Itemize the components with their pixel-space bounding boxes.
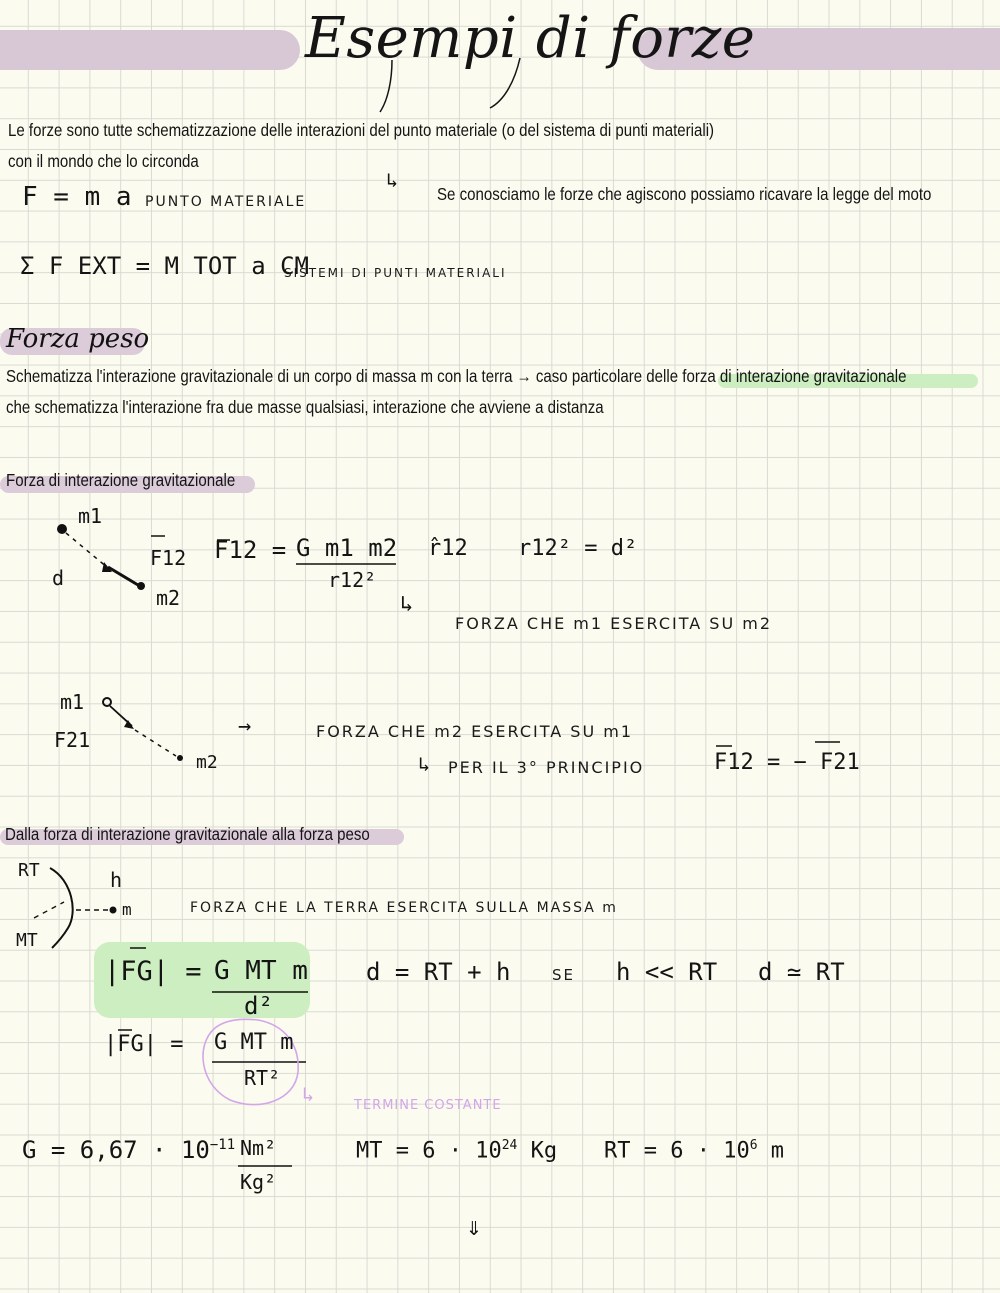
mt-exp: 24	[501, 1138, 518, 1153]
forza-peso-line-2: che schematizza l'interazione fra due masse qualsiasi, interazione che avviene a distanza	[6, 397, 604, 417]
diag1-force: F12	[150, 546, 187, 570]
g-value	[22, 1136, 235, 1164]
g-value-main: G = 6,67 · 10	[22, 1136, 210, 1164]
grav-heading: Forza di interazione gravitazionale	[6, 470, 236, 490]
diag2-m1: m1	[60, 690, 85, 714]
dalla-note: FORZA CHE LA TERRA ESERCITA SULLA MASSA m	[190, 900, 618, 916]
rt-value-main: RT = 6 · 10	[604, 1138, 750, 1164]
earth-mt: MT	[16, 930, 38, 951]
fg2-lhs: |FG| =	[104, 1032, 184, 1057]
grav-note-3-formula: F12 = − F21	[714, 750, 860, 775]
intro-line-1: Le forze sono tutte schematizzazione delle interazioni del punto materiale (o del sistema di punti materiali)	[8, 120, 715, 140]
fg2-num: G MT m	[214, 1030, 294, 1055]
mt-unit: Kg	[530, 1138, 558, 1164]
rt-unit: m	[770, 1138, 785, 1164]
condition: h << RT	[616, 958, 718, 986]
diag2-m2: m2	[196, 752, 218, 773]
intro-line-2: con il mondo che lo circonda	[8, 151, 199, 171]
g-unit-num: Nm²	[240, 1136, 277, 1160]
down-arrow-icon: ⇓	[466, 1212, 482, 1242]
arrow-icon: ↳	[386, 168, 399, 192]
grav-formula-den: r12²	[328, 568, 377, 592]
diag1-m1: m1	[78, 504, 103, 528]
note1-arrow-icon: ↳	[400, 592, 414, 617]
dalla-heading: Dalla forza di interazione gravitazionale alla forza peso	[5, 824, 370, 844]
grav-formula-unit: r̂12	[428, 536, 468, 561]
g-exp: −11	[209, 1137, 236, 1153]
diag1-d: d	[52, 566, 65, 590]
earth-h: h	[110, 868, 123, 892]
grav-note-3: PER IL 3° PRINCIPIO	[448, 758, 645, 777]
newton-label: PUNTO MATERIALE	[145, 194, 307, 210]
forza-peso-line-1b: forza di interazione gravitazionale	[682, 366, 907, 386]
grav-formula-r: r12² = d²	[518, 536, 638, 561]
fg-num: G MT m	[214, 956, 308, 986]
page-title: Esempi di forze	[305, 6, 756, 71]
forza-peso-heading: Forza peso	[6, 324, 150, 354]
fg2-den: RT²	[244, 1066, 281, 1090]
rt-exp: 6	[749, 1138, 758, 1153]
arrow-note: Se conosciamo le forze che agiscono possiamo ricavare la legge del moto	[437, 184, 932, 204]
newton-formula: F = m a	[22, 182, 132, 212]
grav-note-1: FORZA CHE m1 ESERCITA SU m2	[455, 614, 773, 633]
forza-peso-line-1a: Schematizza l'interazione gravitazionale di un corpo di massa m con la terra → caso particolare delle	[6, 366, 683, 386]
mt-value-main: MT = 6 · 10	[356, 1138, 502, 1164]
note3-arrow-icon: ↳	[418, 752, 431, 776]
g-unit-den: Kg²	[240, 1170, 277, 1194]
diag2-force: F21	[54, 728, 91, 752]
system-formula: Σ F EXT = M TOT a CM	[20, 252, 309, 280]
d-eq: d = RT + h	[366, 958, 511, 986]
fg-lhs: |FG| =	[104, 956, 202, 987]
grav-formula-num: G m1 m2	[296, 534, 398, 562]
note2-arrow-icon: →	[238, 714, 252, 739]
approx: d ≃ RT	[758, 958, 845, 986]
earth-rt: RT	[18, 860, 40, 881]
se-label: SE	[552, 966, 575, 984]
earth-m: m	[122, 900, 132, 919]
grav-formula-lhs: F12 =	[214, 536, 287, 564]
rt-value	[604, 1138, 784, 1163]
grav-note-2: FORZA CHE m2 ESERCITA SU m1	[316, 722, 634, 741]
system-label: SISTEMI DI PUNTI MATERIALI	[284, 266, 507, 280]
termine-costante: TERMINE COSTANTE	[354, 1098, 502, 1113]
diag1-m2: m2	[156, 586, 181, 610]
fg-den: d²	[244, 992, 273, 1020]
mt-value	[356, 1138, 557, 1163]
costante-arrow-icon: ↳	[302, 1082, 315, 1106]
